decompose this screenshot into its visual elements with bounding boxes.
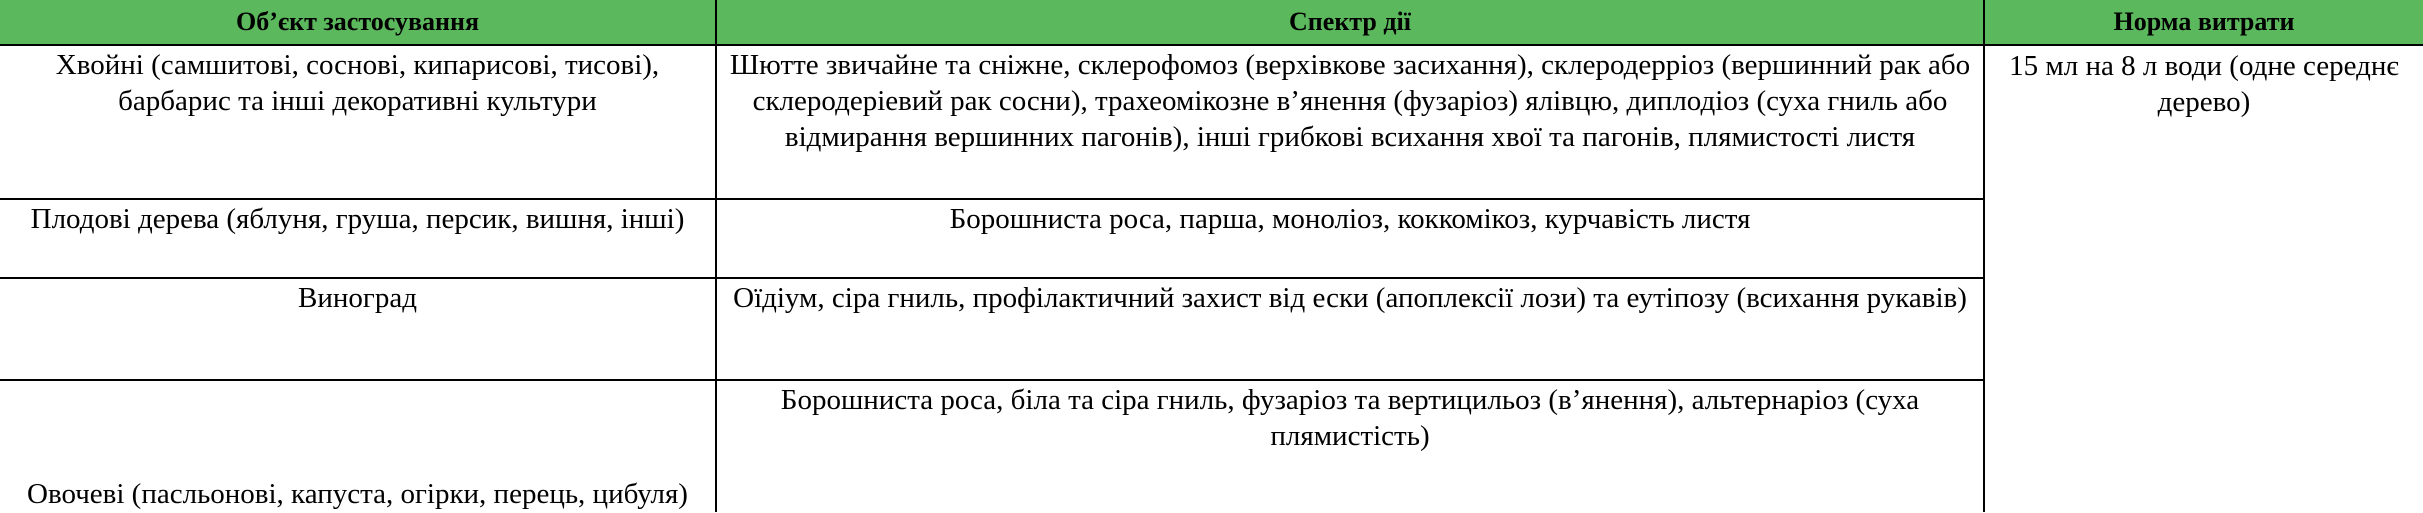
table-header-row (0, 0, 2423, 45)
spectrum-cell: Оїдіум, сіра гниль, профілактичний захист від ески (апоплексії лози) та еутіпозу (всихання рукавів) (716, 278, 1984, 380)
object-cell: Плодові дерева (яблуня, груша, персик, вишня, інші) (0, 199, 716, 278)
object-cell: Овочеві (пасльонові, капуста, огірки, перець, цибуля) (0, 380, 716, 512)
header-rate: Норма витрати (1984, 0, 2423, 45)
object-cell: Виноград (0, 278, 716, 380)
spectrum-cell: Борошниста роса, парша, моноліоз, коккомікоз, курчавість листя (716, 199, 1984, 278)
table-row (0, 45, 2423, 199)
object-cell: Хвойні (самшитові, соснові, кипарисові, тисові), барбарис та інші декоративні культури (0, 45, 716, 199)
header-spectrum: Спектр дії (716, 0, 1984, 45)
rate-cell: 15 мл на 8 л води (одне середнє дерево) (1984, 45, 2423, 512)
spectrum-cell: Борошниста роса, біла та сіра гниль, фузаріоз та вертицильоз (в’янення), альтернаріоз (суха плямистість) (716, 380, 1984, 512)
spectrum-cell: Шютте звичайне та сніжне, склерофомоз (верхівкове засихання), склеродерріоз (вершинний рак або склеродеріевий рак сосни), трахеомікозне в’янення (фузаріоз) ялівцю, диплодіоз (суха гниль або відмирання вершинних пагонів), інші грибкові всихання хвої та пагонів, плямистості листя (716, 45, 1984, 199)
header-object: Об’єкт застосування (0, 0, 716, 45)
